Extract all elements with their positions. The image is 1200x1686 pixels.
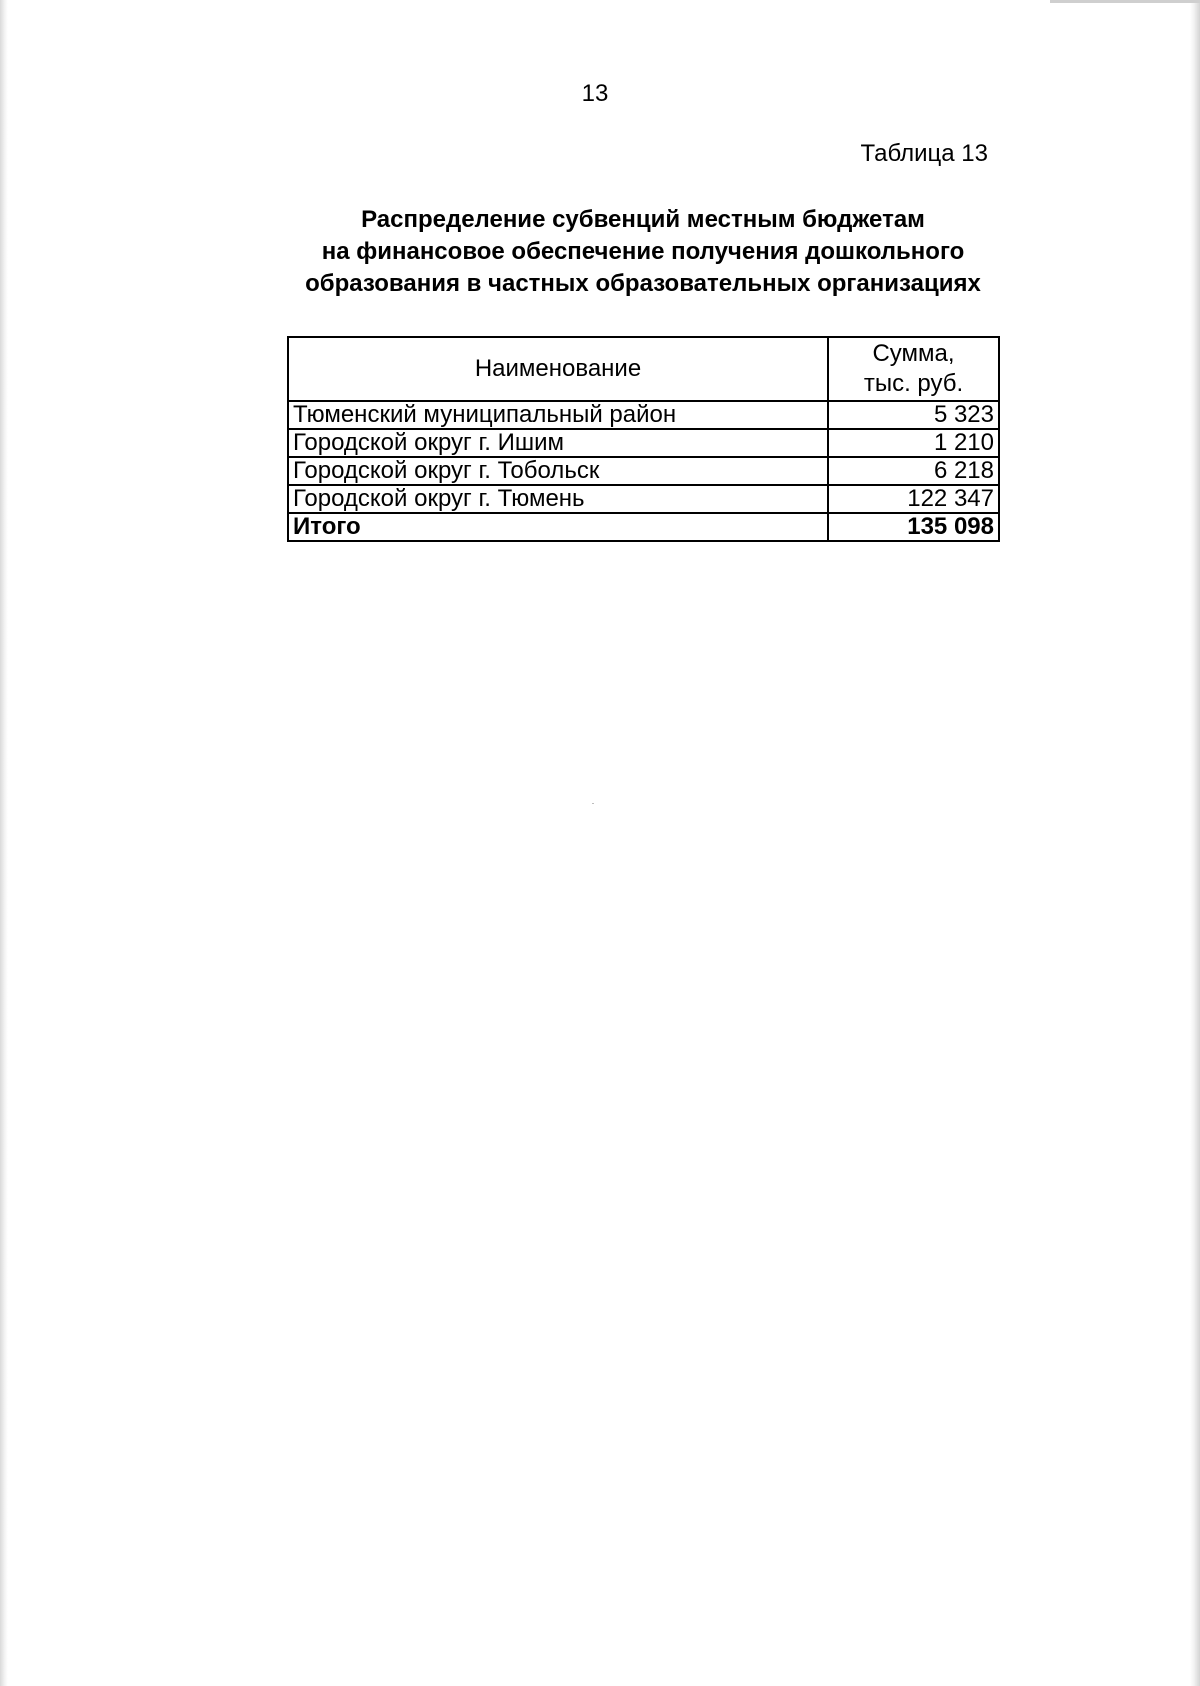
- row-sum: 6 218: [828, 457, 999, 485]
- scan-speck: [592, 803, 594, 804]
- row-name: Городской округ г. Тюмень: [288, 485, 828, 513]
- page-number: 13: [581, 80, 609, 107]
- title-line-2: на финансовое обеспечение получения дошкольного: [321, 238, 965, 265]
- title-line-3: образования в частных образовательных организациях: [305, 270, 981, 297]
- table-row: [288, 429, 999, 457]
- table-label: Таблица 13: [860, 140, 988, 167]
- header-name: Наименование: [288, 337, 828, 401]
- scan-edge-top: [1050, 0, 1200, 3]
- row-name: Городской округ г. Тобольск: [288, 457, 828, 485]
- table-row: [288, 457, 999, 485]
- scan-edge-left: [0, 0, 8, 1686]
- row-sum: 122 347: [828, 485, 999, 513]
- table-total-row: [288, 513, 999, 541]
- document-title: [290, 204, 996, 300]
- row-sum: 5 323: [828, 401, 999, 429]
- table-row: [288, 485, 999, 513]
- header-sum-line-1: Сумма,: [872, 340, 955, 367]
- header-sum: [828, 337, 999, 401]
- total-name: Итого: [288, 513, 828, 541]
- row-name: Тюменский муниципальный район: [288, 401, 828, 429]
- scan-edge-right: [1190, 0, 1200, 1686]
- header-sum-line-2: тыс. руб.: [863, 370, 964, 397]
- table-header-row: [288, 337, 999, 401]
- table-row: [288, 401, 999, 429]
- row-sum: 1 210: [828, 429, 999, 457]
- row-name: Городской округ г. Ишим: [288, 429, 828, 457]
- total-sum: 135 098: [828, 513, 999, 541]
- subvention-table: [287, 336, 1000, 542]
- title-line-1: Распределение субвенций местным бюджетам: [361, 206, 925, 233]
